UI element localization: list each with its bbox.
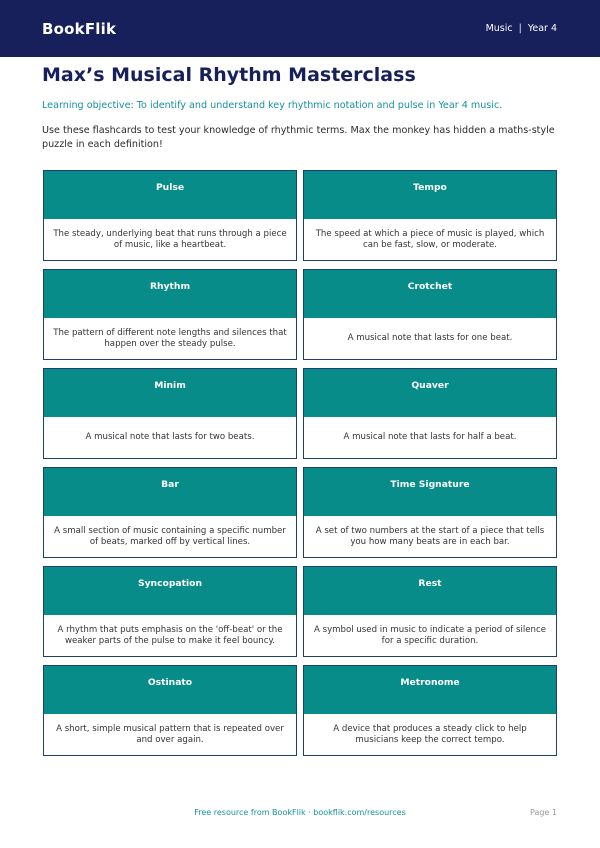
footer-credit-link[interactable]: Free resource from BookFlik · bookflik.com/resources xyxy=(194,808,406,817)
page-footer xyxy=(0,808,600,820)
brand-logo: BookFlik xyxy=(42,19,117,38)
flashcard-definition: A musical note that lasts for half a beat. xyxy=(343,432,517,442)
flashcard-grid xyxy=(43,170,557,756)
flashcard-rhythm xyxy=(43,269,297,360)
flashcard-rest xyxy=(303,566,557,657)
flashcard-definition: A rhythm that puts emphasis on the 'off-beat' or the weaker parts of the pulse to make it feel bouncy. xyxy=(57,624,283,646)
flashcard-ostinato xyxy=(43,665,297,756)
flashcard-term: Rest xyxy=(304,567,556,615)
page-number: Page 1 xyxy=(530,808,557,817)
flashcard-term: Quaver xyxy=(304,369,556,417)
subject-label: Music xyxy=(485,23,513,34)
flashcard-term: Ostinato xyxy=(44,666,296,714)
flashcard-definition: A set of two numbers at the start of a piece that tells you how many beats are in each bar. xyxy=(315,525,545,547)
flashcard-term: Tempo xyxy=(304,171,556,219)
flashcard-bar xyxy=(43,467,297,558)
flashcard-minim xyxy=(43,368,297,459)
flashcard-pulse xyxy=(43,170,297,261)
learning-objective: Learning objective: To identify and understand key rhythmic notation and pulse in Year 4 music. xyxy=(42,100,503,111)
flashcard-term: Pulse xyxy=(44,171,296,219)
flashcard-definition: A short, simple musical pattern that is repeated over and over again. xyxy=(56,723,284,745)
flashcard-term: Metronome xyxy=(304,666,556,714)
flashcard-quaver xyxy=(303,368,557,459)
flashcard-time-signature xyxy=(303,467,557,558)
page-title: Max’s Musical Rhythm Masterclass xyxy=(42,64,416,86)
flashcard-definition: The steady, underlying beat that runs through a piece of music, like a heartbeat. xyxy=(53,228,287,250)
meta-separator: | xyxy=(518,23,522,34)
page-header xyxy=(0,0,600,57)
flashcard-crotchet xyxy=(303,269,557,360)
flashcard-definition: A musical note that lasts for two beats. xyxy=(85,432,255,442)
flashcard-term: Bar xyxy=(44,468,296,516)
flashcard-term: Syncopation xyxy=(44,567,296,615)
flashcard-definition: The pattern of different note lengths and silences that happen over the steady pulse. xyxy=(53,327,287,349)
year-label: Year 4 xyxy=(527,23,557,34)
flashcard-term: Time Signature xyxy=(304,468,556,516)
flashcard-definition: The speed at which a piece of music is played, which can be fast, slow, or moderate. xyxy=(315,228,545,250)
flashcard-definition: A musical note that lasts for one beat. xyxy=(347,333,513,343)
intro-text: Use these flashcards to test your knowledge of rhythmic terms. Max the monkey has hidden a maths-style puzzle in each definition! xyxy=(42,125,555,150)
flashcard-tempo xyxy=(303,170,557,261)
flashcard-definition: A device that produces a steady click to help musicians keep the correct tempo. xyxy=(333,723,527,745)
flashcard-metronome xyxy=(303,665,557,756)
flashcard-definition: A symbol used in music to indicate a period of silence for a specific duration. xyxy=(313,624,546,646)
flashcard-definition: A small section of music containing a specific number of beats, marked off by vertical lines. xyxy=(54,525,286,547)
flashcard-term: Minim xyxy=(44,369,296,417)
flashcard-syncopation xyxy=(43,566,297,657)
flashcard-term: Rhythm xyxy=(44,270,296,318)
flashcard-term: Crotchet xyxy=(304,270,556,318)
header-meta xyxy=(486,23,557,34)
